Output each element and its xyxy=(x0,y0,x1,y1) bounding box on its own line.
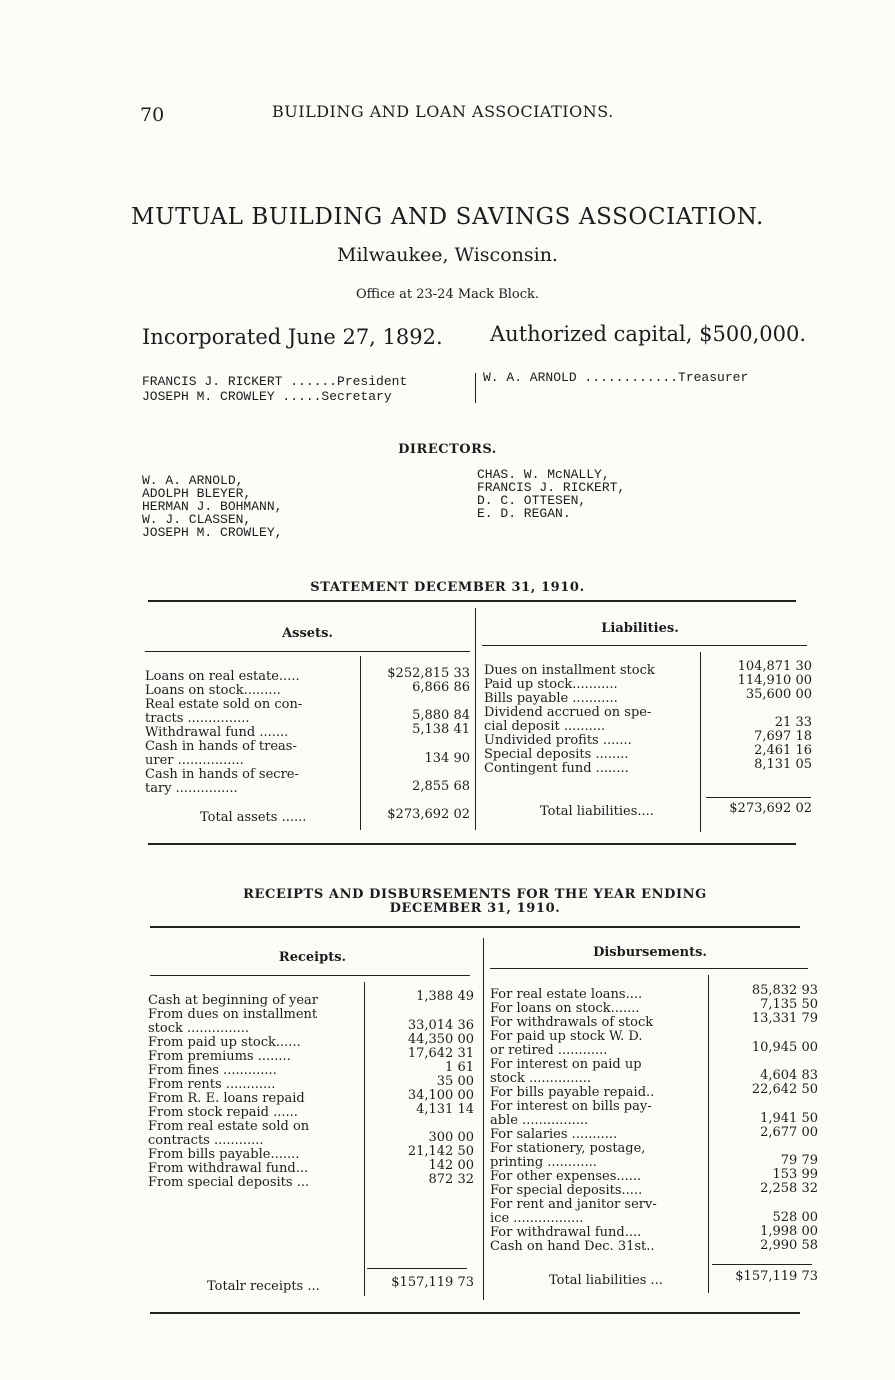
authorized-capital: Authorized capital, $500,000. xyxy=(490,322,807,346)
asset-label: Cash in hands of secre- xyxy=(145,767,299,782)
liabilities-header-rule xyxy=(482,645,807,646)
disbursement-amount: 153 99 xyxy=(772,1167,818,1182)
receipt-amount: 872 32 xyxy=(428,1172,474,1187)
receipt-label: stock ............... xyxy=(148,1021,249,1036)
disbursement-label: For rent and janitor serv- xyxy=(490,1197,657,1212)
statement-bottom-rule xyxy=(148,843,796,845)
total-liabilities-label: Total liabilities.... xyxy=(540,804,654,819)
director-name: D. C. OTTESEN, xyxy=(477,493,587,508)
disbursement-label: stock ............... xyxy=(490,1071,591,1086)
incorporation-date: Incorporated June 27, 1892. xyxy=(142,325,443,349)
asset-label: tracts ............... xyxy=(145,711,250,726)
officer-treasurer: W. A. ARNOLD ............Treasurer xyxy=(483,370,749,385)
liability-label: Paid up stock........... xyxy=(484,677,618,692)
liability-label: Dues on installment stock xyxy=(484,663,655,678)
officer-president: FRANCIS J. RICKERT ......President xyxy=(142,374,408,389)
asset-amount: 5,138 41 xyxy=(412,722,470,737)
asset-label: Loans on stock......... xyxy=(145,683,281,698)
receipts-header-rule xyxy=(150,975,470,976)
total-liabilities-amount: $273,692 02 xyxy=(729,801,812,816)
total-assets-label: Total assets ...... xyxy=(200,810,307,825)
director-name: W. J. CLASSEN, xyxy=(142,512,252,527)
receipt-label: From rents ............ xyxy=(148,1077,276,1092)
receipt-label: From R. E. loans repaid xyxy=(148,1091,305,1106)
directors-left-column xyxy=(142,474,282,539)
asset-label: Withdrawal fund ....... xyxy=(145,725,289,740)
total-assets-amount: $273,692 02 xyxy=(387,807,470,822)
officer-secretary: JOSEPH M. CROWLEY .....Secretary xyxy=(142,389,392,404)
liability-amount: 8,131 05 xyxy=(754,757,812,772)
liability-label: cial deposit .......... xyxy=(484,719,606,734)
page-number: 70 xyxy=(140,104,165,126)
liability-amount: 21 33 xyxy=(774,715,812,730)
association-location: Milwaukee, Wisconsin. xyxy=(337,244,558,266)
disbursement-label: For interest on paid up xyxy=(490,1057,642,1072)
disbursement-amount: 7,135 50 xyxy=(760,997,818,1012)
liability-amount: 2,461 16 xyxy=(754,743,812,758)
disbursement-amount: 4,604 83 xyxy=(760,1068,818,1083)
disbursements-heading: Disbursements. xyxy=(593,945,707,960)
asset-amount: 2,855 68 xyxy=(412,779,470,794)
receipt-label: From dues on installment xyxy=(148,1007,318,1022)
receipt-amount: 34,100 00 xyxy=(407,1088,474,1103)
disbursement-amount: 528 00 xyxy=(772,1210,818,1225)
receipt-amount: 4,131 14 xyxy=(416,1102,474,1117)
receipt-label: From fines ............. xyxy=(148,1063,277,1078)
running-head: BUILDING AND LOAN ASSOCIATIONS. xyxy=(272,102,614,121)
disbursement-amount: 79 79 xyxy=(780,1153,818,1168)
disbursement-label: For bills payable repaid.. xyxy=(490,1085,655,1100)
disbursements-total-rule xyxy=(712,1264,812,1265)
liability-amount: 114,910 00 xyxy=(737,673,812,688)
receipt-label: contracts ............ xyxy=(148,1133,264,1148)
disbursement-label: ice ................. xyxy=(490,1211,584,1226)
disbursement-label: For salaries ........... xyxy=(490,1127,618,1142)
total-disbursements-label: Total liabilities ... xyxy=(549,1273,663,1288)
heading-line-1: RECEIPTS AND DISBURSEMENTS FOR THE YEAR ENDING xyxy=(243,887,707,902)
asset-amount: $252,815 33 xyxy=(387,666,470,681)
assets-amount-divider xyxy=(360,656,361,830)
director-name: CHAS. W. McNALLY, xyxy=(477,467,610,482)
disbursement-amount: 10,945 00 xyxy=(751,1040,818,1055)
director-name: HERMAN J. BOHMANN, xyxy=(142,499,283,514)
disbursement-label: For loans on stock....... xyxy=(490,1001,640,1016)
total-receipts-amount: $157,119 73 xyxy=(391,1275,474,1290)
rd-bottom-rule xyxy=(150,1312,800,1314)
disbursement-label: For interest on bills pay- xyxy=(490,1099,652,1114)
disbursement-label: able ................ xyxy=(490,1113,589,1128)
disbursement-amount: 2,990 58 xyxy=(760,1238,818,1253)
heading-line-2: DECEMBER 31, 1910. xyxy=(389,901,561,916)
receipt-label: From special deposits ... xyxy=(148,1175,310,1190)
liability-label: Dividend accrued on spe- xyxy=(484,705,652,720)
receipt-label: From real estate sold on xyxy=(148,1119,310,1134)
asset-label: tary ............... xyxy=(145,781,238,796)
receipt-label: From paid up stock...... xyxy=(148,1035,301,1050)
disbursement-label: or retired ............ xyxy=(490,1043,608,1058)
director-name: FRANCIS J. RICKERT, xyxy=(477,480,626,495)
liability-amount: 35,600 00 xyxy=(745,687,812,702)
receipt-label: From premiums ........ xyxy=(148,1049,291,1064)
disbursement-label: For stationery, postage, xyxy=(490,1141,646,1156)
liability-label: Special deposits ........ xyxy=(484,747,629,762)
receipts-total-rule xyxy=(367,1268,467,1269)
receipt-amount: 21,142 50 xyxy=(407,1144,474,1159)
liabilities-heading: Liabilities. xyxy=(601,621,679,636)
receipt-amount: 300 00 xyxy=(428,1130,474,1145)
receipt-amount: 1 61 xyxy=(445,1060,474,1075)
total-receipts-label: Totalr receipts ... xyxy=(207,1279,320,1294)
receipts-amount-divider xyxy=(364,982,365,1296)
receipt-amount: 35 00 xyxy=(436,1074,474,1089)
asset-label: Loans on real estate..... xyxy=(145,669,300,684)
association-title: MUTUAL BUILDING AND SAVINGS ASSOCIATION. xyxy=(131,204,764,230)
receipt-amount: 1,388 49 xyxy=(416,989,474,1004)
liability-label: Undivided profits ....... xyxy=(484,733,632,748)
disbursement-label: For withdrawal fund.... xyxy=(490,1225,642,1240)
disbursement-amount: 85,832 93 xyxy=(751,983,818,998)
liability-amount: 104,871 30 xyxy=(737,659,812,674)
receipt-label: From withdrawal fund... xyxy=(148,1161,309,1176)
disbursement-amount: 13,331 79 xyxy=(751,1011,818,1026)
office-address: Office at 23-24 Mack Block. xyxy=(355,287,540,302)
liability-label: Bills payable ........... xyxy=(484,691,618,706)
disbursement-label: printing ............ xyxy=(490,1155,597,1170)
director-name: W. A. ARNOLD, xyxy=(142,473,244,488)
disbursement-label: Cash on hand Dec. 31st.. xyxy=(490,1239,655,1254)
asset-label: Cash in hands of treas- xyxy=(145,739,297,754)
asset-label: urer ................ xyxy=(145,753,244,768)
disbursement-label: For withdrawals of stock xyxy=(490,1015,654,1030)
receipt-label: Cash at beginning of year xyxy=(148,993,318,1008)
disbursements-amount-divider xyxy=(708,975,709,1293)
rd-center-divider xyxy=(483,938,484,1300)
asset-amount: 6,866 86 xyxy=(412,680,470,695)
disbursement-amount: 1,941 50 xyxy=(760,1111,818,1126)
liabilities-total-rule xyxy=(706,797,811,798)
statement-center-divider xyxy=(475,608,476,830)
director-name: E. D. REGAN. xyxy=(477,506,571,521)
disbursement-label: For paid up stock W. D. xyxy=(490,1029,643,1044)
assets-header-rule xyxy=(145,651,470,652)
disbursement-amount: 1,998 00 xyxy=(760,1224,818,1239)
receipt-label: From bills payable....... xyxy=(148,1147,300,1162)
asset-amount: 5,880 84 xyxy=(412,708,470,723)
disbursement-label: For real estate loans.... xyxy=(490,987,643,1002)
receipt-amount: 33,014 36 xyxy=(407,1018,474,1033)
liability-label: Contingent fund ........ xyxy=(484,761,629,776)
disbursements-header-rule xyxy=(490,968,808,969)
liabilities-amount-divider xyxy=(700,652,701,832)
disbursement-label: For special deposits..... xyxy=(490,1183,643,1198)
officer-brace xyxy=(467,373,476,403)
assets-heading: Assets. xyxy=(282,626,333,641)
liability-amount: 7,697 18 xyxy=(754,729,812,744)
receipt-label: From stock repaid ...... xyxy=(148,1105,298,1120)
asset-amount: 134 90 xyxy=(424,751,470,766)
asset-label: Real estate sold on con- xyxy=(145,697,303,712)
disbursement-amount: 2,677 00 xyxy=(760,1125,818,1140)
receipts-disbursements-heading xyxy=(150,888,800,916)
director-name: JOSEPH M. CROWLEY, xyxy=(142,525,283,540)
receipts-heading: Receipts. xyxy=(278,950,347,965)
statement-top-rule xyxy=(148,600,796,602)
directors-heading: DIRECTORS. xyxy=(398,442,497,457)
disbursement-amount: 22,642 50 xyxy=(751,1082,818,1097)
statement-heading: STATEMENT DECEMBER 31, 1910. xyxy=(310,580,585,595)
disbursement-label: For other expenses...... xyxy=(490,1169,642,1184)
receipt-amount: 44,350 00 xyxy=(407,1032,474,1047)
director-name: ADOLPH BLEYER, xyxy=(142,486,252,501)
rd-top-rule xyxy=(150,926,800,928)
total-disbursements-amount: $157,119 73 xyxy=(735,1269,818,1284)
disbursement-amount: 2,258 32 xyxy=(760,1181,818,1196)
directors-right-column xyxy=(477,468,625,520)
receipt-amount: 142 00 xyxy=(428,1158,474,1173)
receipt-amount: 17,642 31 xyxy=(407,1046,474,1061)
